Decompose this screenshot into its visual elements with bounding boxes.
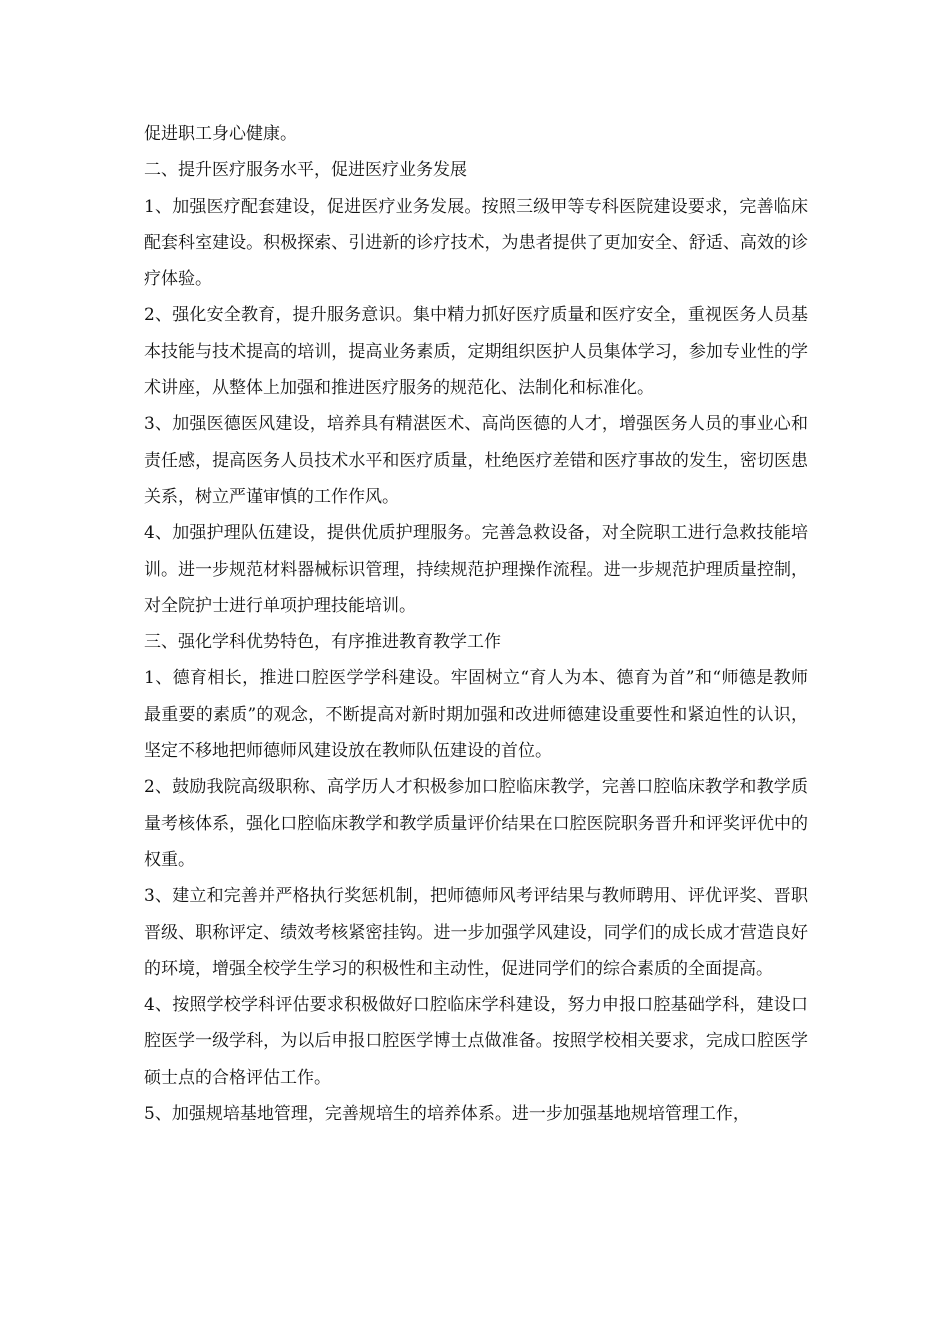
paragraph-2-3: 3、加强医德医风建设，培养具有精湛医术、高尚医德的人才，增强医务人员的事业心和责任感，提高医务人员技术水平和医疗质量，杜绝医疗差错和医疗事故的发生，密切医患关系，树立严谨审慎的工作作风。: [144, 414, 808, 507]
paragraph-continuation: 促进职工身心健康。: [144, 124, 297, 144]
paragraph-2-1: 1、加强医疗配套建设，促进医疗业务发展。按照三级甲等专科医院建设要求，完善临床配套科室建设。积极探索、引进新的诊疗技术，为患者提供了更加安全、舒适、高效的诊疗体验。: [144, 196, 808, 290]
section-heading-3: 三、强化学科优势特色，有序推进教育教学工作: [144, 632, 501, 653]
paragraph-3-1: 1、德育相长，推进口腔医学学科建设。牢固树立“育人为本、德育为首”和“师德是教师最重要的素质”的观念，不断提高对新时期加强和改进师德建设重要性和紧迫性的认识，坚定不移地把师德师风建设放在教师队伍建设的首位。: [144, 668, 808, 762]
paragraph-3-3: 3、建立和完善并严格执行奖惩机制，把师德师风考评结果与教师聘用、评优评奖、晋职晋级、职称评定、绩效考核紧密挂钩。进一步加强学风建设，同学们的成长成才营造良好的环境，增强全校学生学习的积极性和主动性，促进同学们的综合素质的全面提高。: [144, 886, 808, 979]
paragraph-3-2: 2、鼓励我院高级职称、高学历人才积极参加口腔临床教学，完善口腔临床教学和教学质量考核体系，强化口腔临床教学和教学质量评价结果在口腔医院职务晋升和评奖评优中的权重。: [144, 777, 808, 870]
paragraph-3-5: 5、加强规培基地管理，完善规培生的培养体系。进一步加强基地规培管理工作，: [144, 1104, 750, 1125]
document-body: [144, 116, 808, 1132]
section-heading-2: 二、提升医疗服务水平，促进医疗业务发展: [144, 160, 467, 181]
paragraph-2-2: 2、强化安全教育，提升服务意识。集中精力抓好医疗质量和医疗安全，重视医务人员基本技能与技术提高的培训，提高业务素质，定期组织医护人员集体学习，参加专业性的学术讲座，从整体上加强和推进医疗服务的规范化、法制化和标准化。: [144, 305, 808, 399]
paragraph-3-4: 4、按照学校学科评估要求积极做好口腔临床学科建设，努力申报口腔基础学科，建设口腔医学一级学科，为以后申报口腔医学博士点做准备。按照学校相关要求，完成口腔医学硕士点的合格评估工作。: [144, 995, 808, 1088]
paragraph-2-4: 4、加强护理队伍建设，提供优质护理服务。完善急救设备，对全院职工进行急救技能培训。进一步规范材料器械标识管理，持续规范护理操作流程。进一步规范护理质量控制，对全院护士进行单项护理技能培训。: [144, 523, 808, 616]
